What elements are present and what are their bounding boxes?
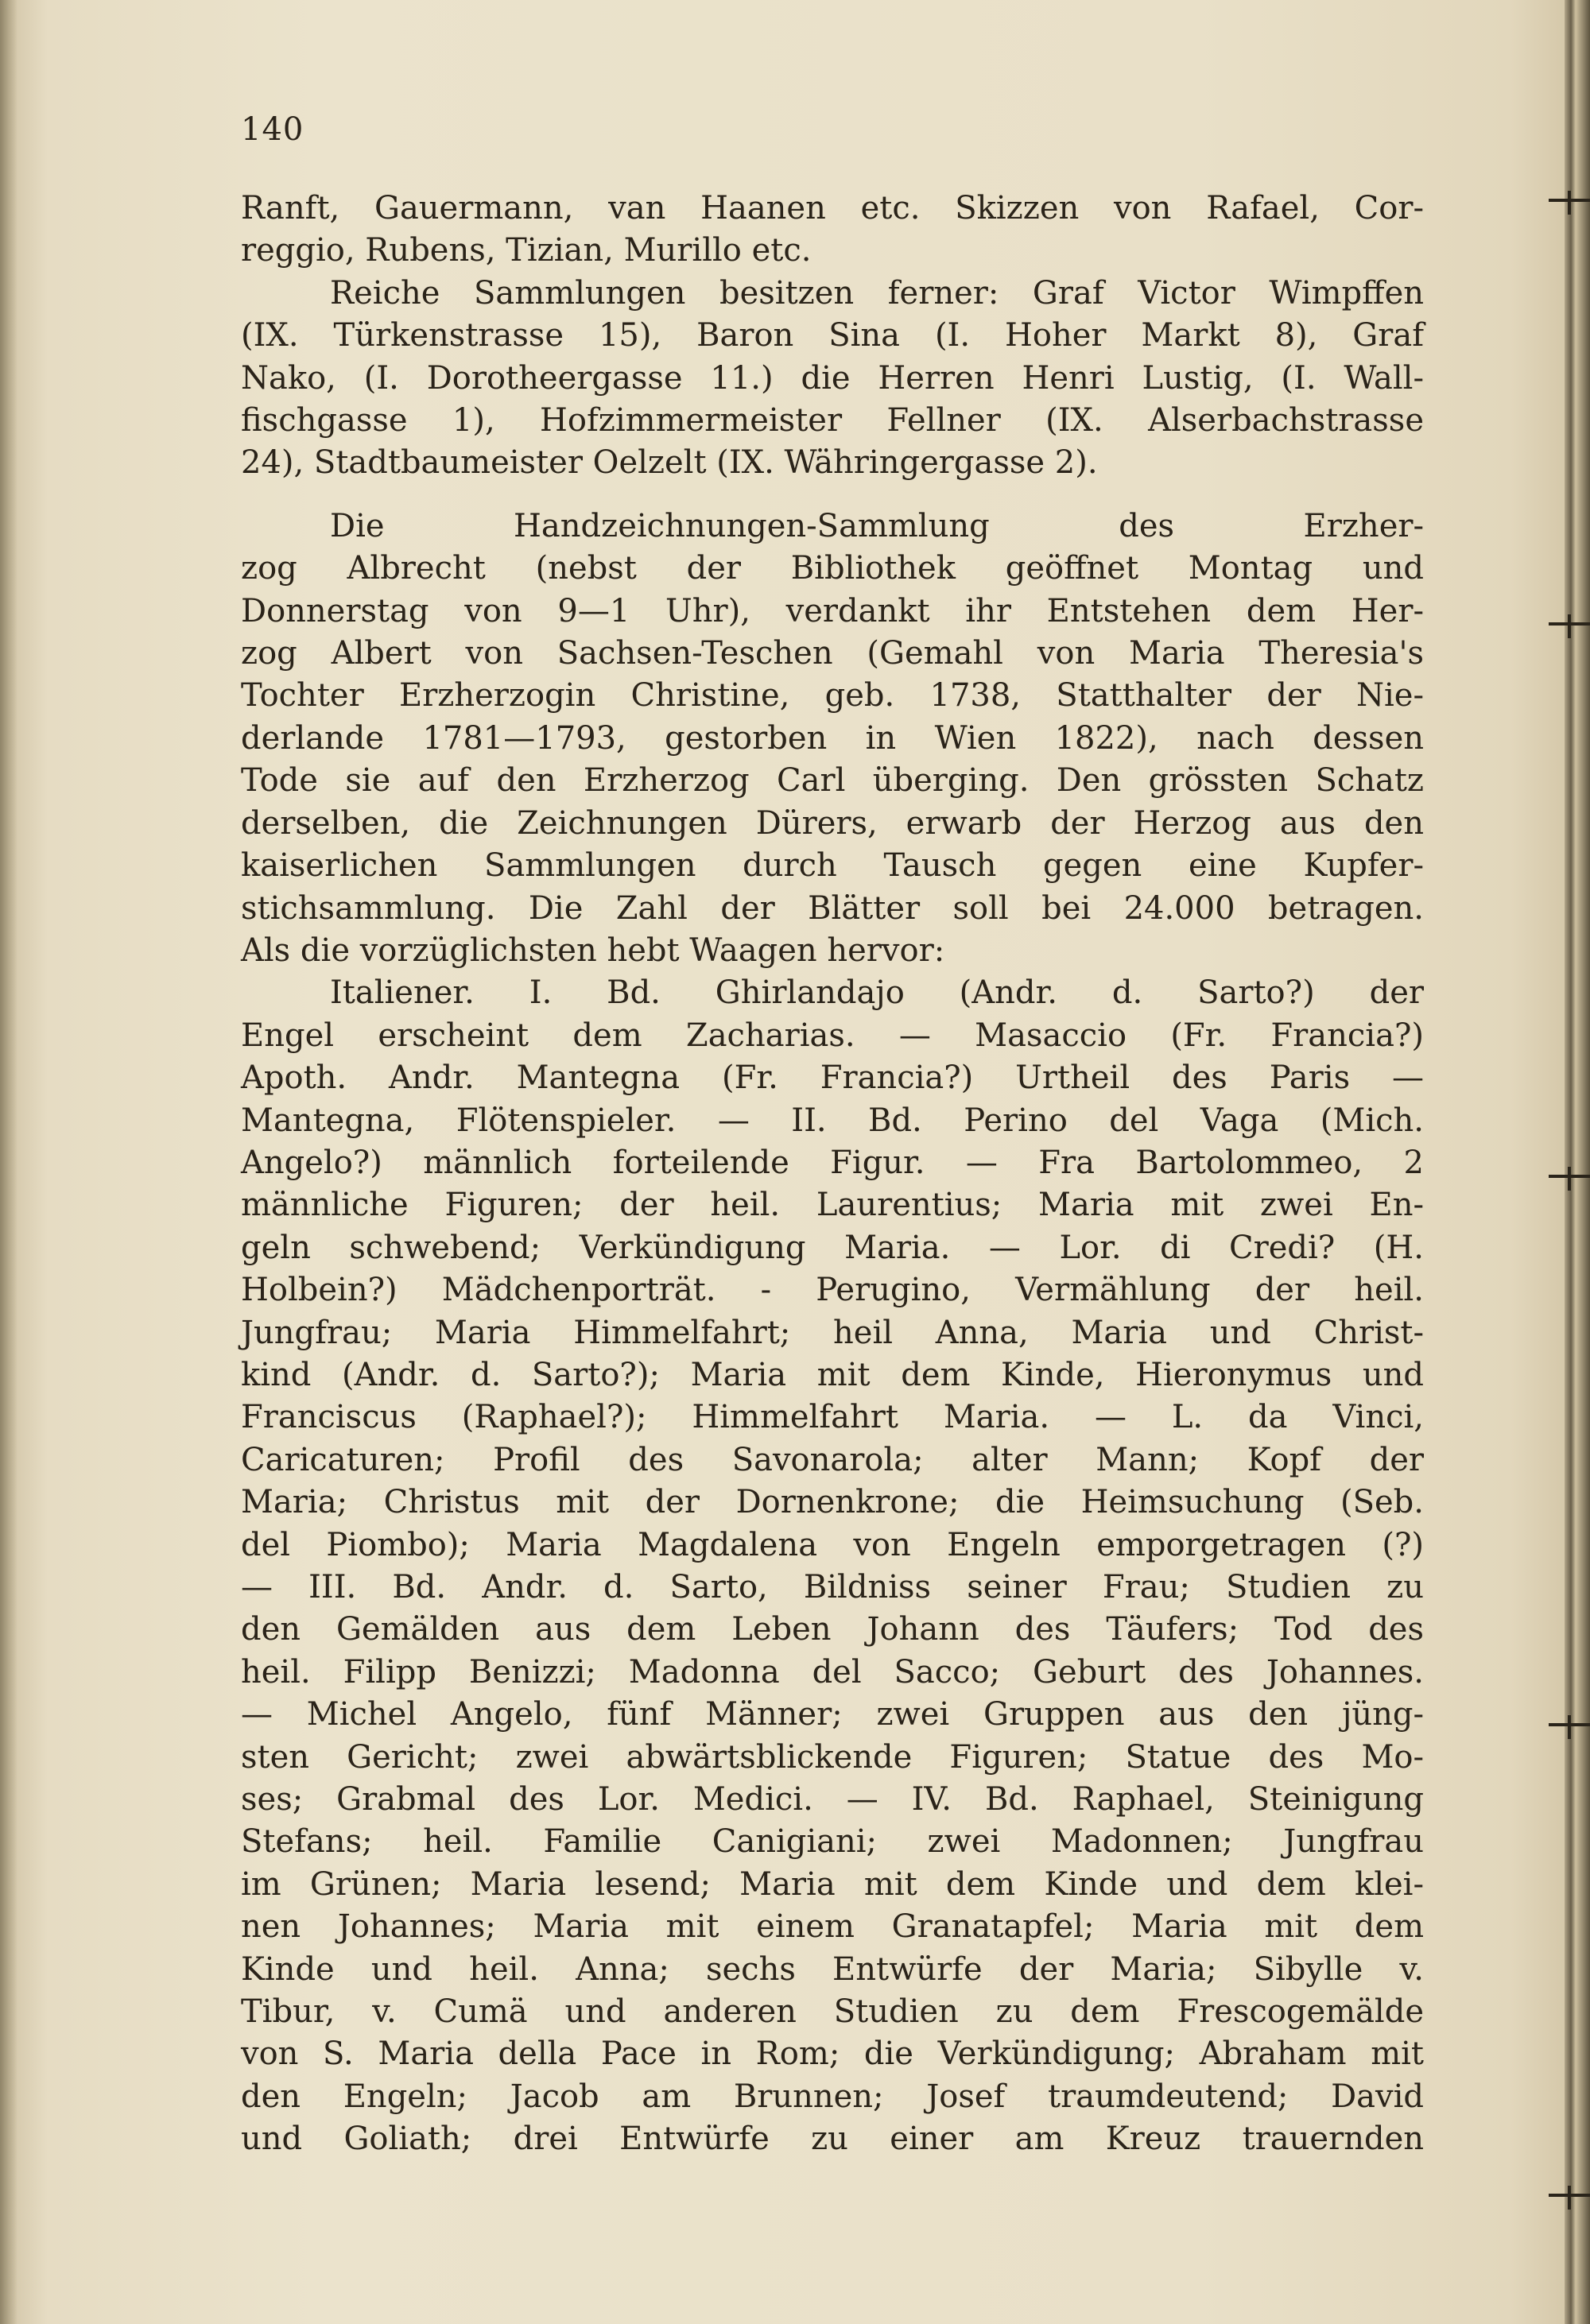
text-line: Die Handzeichnungen-Sammlung des Erzher- [330, 507, 1424, 544]
text-line: Tochter Erzherzogin Christine, geb. 1738, Statthalter der Nie- [241, 677, 1424, 715]
edge-marker [1549, 1723, 1590, 1726]
text-line: 24), Stadtbaumeister Oelzelt (IX. Währingergasse 2). [241, 444, 1098, 482]
text-line: den Engeln; Jacob am Brunnen; Josef traumdeutend; David [241, 2078, 1424, 2115]
text-line: (IX. Türkenstrasse 15), Baron Sina (I. Hoher Markt 8), Graf [241, 317, 1424, 354]
text-line: ses; Grabmal des Lor. Medici. — IV. Bd. Raphael, Steinigung [241, 1781, 1424, 1819]
text-line: heil. Filipp Benizzi; Madonna del Sacco; Geburt des Johannes. [241, 1653, 1424, 1691]
text-line: reggio, Rubens, Tizian, Murillo etc. [241, 232, 812, 269]
text-line: geln schwebend; Verkündigung Maria. — Lor. di Credi? (H. [241, 1229, 1424, 1266]
text-line: kaiserlichen Sammlungen durch Tausch gegen eine Kupfer- [241, 847, 1424, 885]
text-line: stichsammlung. Die Zahl der Blätter soll bei 24.000 betragen. [241, 889, 1424, 927]
text-line: Holbein?) Mädchenporträt. - Perugino, Vermählung der heil. [241, 1272, 1424, 1309]
text-line: Engel erscheint dem Zacharias. — Masaccio (Fr. Francia?) [241, 1017, 1424, 1054]
text-line: del Piombo); Maria Magdalena von Engeln emporgetragen (?) [241, 1526, 1424, 1563]
text-line: Tode sie auf den Erzherzog Carl überging. Den grössten Schatz [241, 762, 1424, 800]
text-line: zog Albrecht (nebst der Bibliothek geöffnet Montag und [241, 550, 1424, 587]
text-line: Nako, (I. Dorotheergasse 11.) die Herren Henri Lustig, (I. Wall- [241, 359, 1424, 397]
text-line: Jungfrau; Maria Himmelfahrt; heil Anna, Maria und Christ- [241, 1314, 1424, 1351]
text-line: Caricaturen; Profil des Savonarola; alter Mann; Kopf der [241, 1441, 1424, 1478]
text-line: von S. Maria della Pace in Rom; die Verkündigung; Abraham mit [241, 2035, 1424, 2073]
page-number: 140 [241, 111, 304, 148]
text-line: sten Gericht; zwei abwärtsblickende Figuren; Statue des Mo- [241, 1738, 1424, 1776]
text-line: den Gemälden aus dem Leben Johann des Täufers; Tod des [241, 1611, 1424, 1648]
text-line: Reiche Sammlungen besitzen ferner: Graf Victor Wimpffen [330, 274, 1424, 312]
text-line: — III. Bd. Andr. d. Sarto, Bildniss seiner Frau; Studien zu [241, 1569, 1424, 1605]
edge-marker [1549, 2194, 1590, 2197]
binding-gutter [0, 0, 17, 2324]
text-line: Ranft, Gauermann, van Haanen etc. Skizzen von Rafael, Cor- [241, 190, 1424, 227]
text-line: Tibur, v. Cumä und anderen Studien zu dem Frescogemälde [241, 1993, 1424, 2031]
text-line: Maria; Christus mit der Dornenkrone; die Heimsuchung (Seb. [241, 1484, 1424, 1521]
text-line: fischgasse 1), Hofzimmermeister Fellner (IX. Alserbachstrasse [241, 402, 1424, 440]
text-line: und Goliath; drei Entwürfe zu einer am Kreuz trauernden [241, 2121, 1424, 2158]
text-line: Italiener. I. Bd. Ghirlandajo (Andr. d. Sarto?) der [330, 974, 1424, 1012]
text-line: männliche Figuren; der heil. Laurentius; Maria mit zwei En- [241, 1187, 1424, 1224]
text-line: Apoth. Andr. Mantegna (Fr. Francia?) Urtheil des Paris — [241, 1059, 1424, 1097]
page-edge [1565, 0, 1590, 2324]
paragraph-gap [241, 485, 1424, 505]
body-text [241, 188, 1424, 2161]
text-line: Angelo?) männlich forteilende Figur. — Fra Bartolommeo, 2 [241, 1144, 1424, 1181]
text-line: Kinde und heil. Anna; sechs Entwürfe der Maria; Sibylle v. [241, 1950, 1424, 1988]
text-line: im Grünen; Maria lesend; Maria mit dem Kinde und dem klei- [241, 1865, 1424, 1903]
text-line: zog Albert von Sachsen-Teschen (Gemahl von Maria Theresia's [241, 635, 1424, 672]
edge-marker [1549, 199, 1590, 202]
edge-marker [1549, 1175, 1590, 1178]
text-line: Mantegna, Flötenspieler. — II. Bd. Perino del Vaga (Mich. [241, 1102, 1424, 1139]
text-line: derlande 1781—1793, gestorben in Wien 1822), nach dessen [241, 719, 1424, 757]
edge-marker [1549, 622, 1590, 626]
text-line: Franciscus (Raphael?); Himmelfahrt Maria. — L. da Vinci, [241, 1399, 1424, 1436]
text-line: Donnerstag von 9—1 Uhr), verdankt ihr Entstehen dem Her- [241, 592, 1424, 629]
text-line: Als die vorzüglichsten hebt Waagen hervor: [241, 932, 945, 969]
text-line: Stefans; heil. Familie Canigiani; zwei Madonnen; Jungfrau [241, 1823, 1424, 1861]
text-line: — Michel Angelo, fünf Männer; zwei Gruppen aus den jüng- [241, 1696, 1424, 1733]
text-line: nen Johannes; Maria mit einem Granatapfel; Maria mit dem [241, 1908, 1424, 1946]
text-line: kind (Andr. d. Sarto?); Maria mit dem Kinde, Hieronymus und [241, 1356, 1424, 1393]
text-line: derselben, die Zeichnungen Dürers, erwarb der Herzog aus den [241, 804, 1424, 842]
